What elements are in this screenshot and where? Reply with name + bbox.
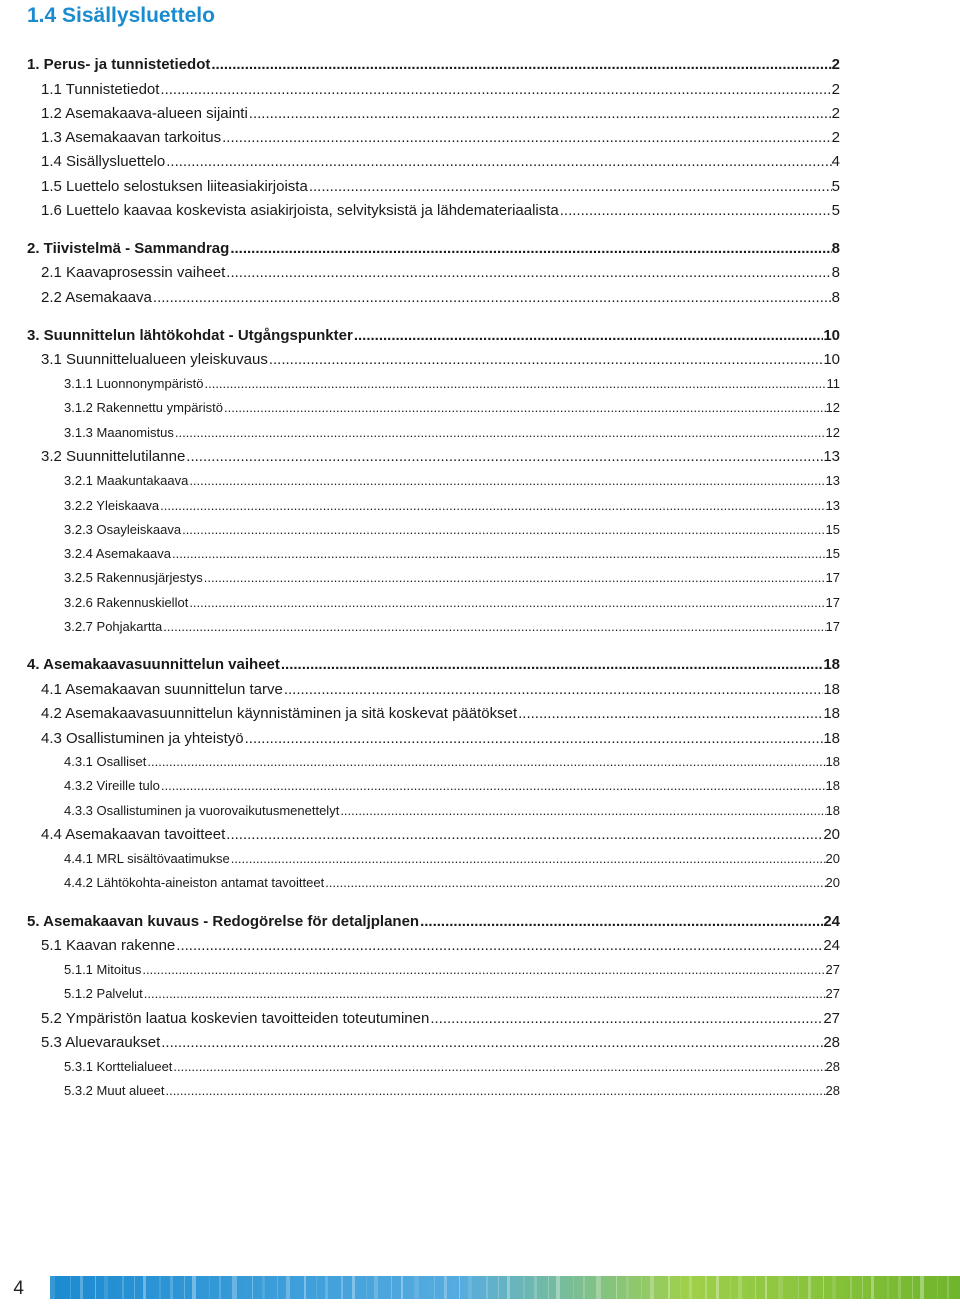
toc-leader-dots bbox=[210, 57, 831, 72]
toc-leader-dots bbox=[171, 547, 826, 560]
toc-entry-label: 1.4 Sisällysluettelo bbox=[41, 153, 166, 170]
toc-entry[interactable] bbox=[41, 1011, 840, 1026]
toc-entry-label: 1. Perus- ja tunnistetiedot bbox=[27, 56, 211, 73]
toc-entry[interactable] bbox=[64, 523, 840, 536]
footer-stripe bbox=[209, 1276, 210, 1299]
footer-stripe bbox=[680, 1276, 681, 1299]
toc-entry[interactable] bbox=[64, 779, 840, 792]
footer-stripe bbox=[832, 1276, 836, 1299]
footer-stripe bbox=[616, 1276, 617, 1299]
footer-stripe-band bbox=[50, 1276, 960, 1299]
toc-entry-page: 13 bbox=[823, 448, 840, 465]
footer-stripe bbox=[765, 1276, 767, 1299]
footer-stripe bbox=[143, 1276, 146, 1299]
toc-entry[interactable] bbox=[41, 827, 840, 842]
footer-stripe bbox=[262, 1276, 265, 1299]
toc-entry[interactable] bbox=[64, 499, 840, 512]
toc-entry-page: 8 bbox=[831, 289, 840, 306]
toc-entry-label: 3.2.6 Rakennuskiellot bbox=[64, 595, 189, 610]
footer-stripe bbox=[871, 1276, 874, 1299]
footer-stripe bbox=[286, 1276, 290, 1299]
toc-leader-dots bbox=[559, 203, 832, 218]
toc-leader-dots bbox=[152, 290, 832, 305]
footer-stripe bbox=[823, 1276, 824, 1299]
footer-stripe bbox=[937, 1276, 938, 1299]
toc-entry-label: 3.1.3 Maanomistus bbox=[64, 425, 174, 440]
toc-entry[interactable] bbox=[64, 987, 840, 1000]
footer-stripe bbox=[498, 1276, 499, 1299]
toc-leader-dots bbox=[248, 106, 832, 121]
footer-stripe bbox=[738, 1276, 742, 1299]
toc-entry-page: 20 bbox=[825, 875, 840, 890]
toc-leader-dots bbox=[188, 596, 825, 609]
toc-entry[interactable] bbox=[64, 620, 840, 633]
toc-entry-label: 4.3.1 Osalliset bbox=[64, 754, 147, 769]
toc-entry-page: 5 bbox=[831, 178, 840, 195]
toc-leader-dots bbox=[141, 963, 825, 976]
toc-entry-label: 5.1 Kaavan rakenne bbox=[41, 937, 176, 954]
toc-entry-page: 27 bbox=[825, 986, 840, 1001]
footer-stripe bbox=[705, 1276, 707, 1299]
toc-entry-label: 5.1.2 Palvelut bbox=[64, 986, 143, 1001]
toc-entry-label: 3.1 Suunnittelualueen yleiskuvaus bbox=[41, 351, 268, 368]
toc-entry[interactable] bbox=[41, 130, 840, 145]
toc-entry-label: 3.2.4 Asemakaava bbox=[64, 546, 171, 561]
footer-stripe bbox=[507, 1276, 510, 1299]
toc-entry-label: 4.1 Asemakaavan suunnittelun tarve bbox=[41, 681, 283, 698]
toc-entry[interactable] bbox=[64, 377, 840, 390]
toc-entry[interactable] bbox=[41, 265, 840, 280]
toc-entry[interactable] bbox=[41, 1035, 840, 1050]
toc-entry-label: 2.2 Asemakaava bbox=[41, 289, 152, 306]
footer-stripe bbox=[596, 1276, 601, 1299]
footer-stripe bbox=[898, 1276, 901, 1299]
toc-entry-label: 2. Tiivistelmä - Sammandrag bbox=[27, 240, 230, 257]
toc-leader-dots bbox=[517, 706, 823, 721]
footer-stripe bbox=[277, 1276, 278, 1299]
footer-stripe bbox=[947, 1276, 949, 1299]
toc-entry-page: 4 bbox=[831, 153, 840, 170]
toc-entry-page: 15 bbox=[825, 546, 840, 561]
toc-entry-page: 17 bbox=[825, 619, 840, 634]
toc-entry-label: 4.4.2 Lähtökohta-aineiston antamat tavoitteet bbox=[64, 875, 325, 890]
footer-stripe bbox=[341, 1276, 343, 1299]
footer-stripe bbox=[689, 1276, 692, 1299]
toc-entry-page: 28 bbox=[825, 1059, 840, 1074]
toc-entry-page: 20 bbox=[825, 851, 840, 866]
toc-entry[interactable] bbox=[27, 328, 840, 343]
toc-entry-label: 1.2 Asemakaava-alueen sijainti bbox=[41, 105, 248, 122]
toc-entry-label: 3.2.1 Maakuntakaava bbox=[64, 473, 189, 488]
toc-leader-dots bbox=[429, 1011, 823, 1026]
footer-stripe bbox=[755, 1276, 756, 1299]
toc-entry-page: 8 bbox=[831, 264, 840, 281]
toc-leader-dots bbox=[185, 449, 823, 464]
footer-stripe bbox=[626, 1276, 629, 1299]
toc-leader-dots bbox=[181, 523, 825, 536]
toc-entry-page: 18 bbox=[823, 681, 840, 698]
toc-entry-page: 2 bbox=[831, 105, 840, 122]
footer-stripe bbox=[548, 1276, 549, 1299]
toc-entry-page: 24 bbox=[823, 913, 840, 930]
toc-entry[interactable] bbox=[41, 106, 840, 121]
toc-leader-dots bbox=[280, 657, 823, 672]
footer-stripe bbox=[414, 1276, 419, 1299]
toc-entry-page: 27 bbox=[825, 962, 840, 977]
toc-entry-page: 18 bbox=[825, 803, 840, 818]
toc-leader-dots bbox=[159, 499, 825, 512]
footer-stripe bbox=[459, 1276, 460, 1299]
toc-entry-page: 2 bbox=[831, 56, 840, 73]
toc-leader-dots bbox=[223, 401, 826, 414]
toc-entry-label: 3.2.2 Yleiskaava bbox=[64, 498, 160, 513]
footer-stripe bbox=[352, 1276, 355, 1299]
toc-entry-label: 1.5 Luettelo selostuksen liiteasiakirjoista bbox=[41, 178, 308, 195]
footer-stripe bbox=[862, 1276, 863, 1299]
footer-stripe bbox=[434, 1276, 435, 1299]
toc-entry-page: 24 bbox=[823, 937, 840, 954]
toc-entry-label: 5.1.1 Mitoitus bbox=[64, 962, 142, 977]
toc-entry[interactable] bbox=[64, 547, 840, 560]
footer-stripe bbox=[583, 1276, 585, 1299]
toc-entry-label: 1.3 Asemakaavan tarkoitus bbox=[41, 129, 222, 146]
toc-entry-label: 5.2 Ympäristön laatua koskevien tavoitteiden toteutuminen bbox=[41, 1010, 430, 1027]
toc-entry-label: 5.3.1 Korttelialueet bbox=[64, 1059, 173, 1074]
footer-stripe bbox=[920, 1276, 924, 1299]
toc-entry-label: 5. Asemakaavan kuvaus - Redogörelse för detaljplanen bbox=[27, 913, 420, 930]
footer-stripe bbox=[192, 1276, 196, 1299]
footer-stripe bbox=[912, 1276, 913, 1299]
footer-stripe bbox=[641, 1276, 642, 1299]
toc-entry-label: 2.1 Kaavaprosessin vaiheet bbox=[41, 264, 226, 281]
toc-entry-label: 4.3.2 Vireille tulo bbox=[64, 778, 160, 793]
toc-leader-dots bbox=[353, 328, 823, 343]
toc-entry-label: 3.2.7 Pohjakartta bbox=[64, 619, 163, 634]
footer-stripe bbox=[252, 1276, 253, 1299]
toc-leader-dots bbox=[172, 1060, 825, 1073]
toc-entry-page: 13 bbox=[825, 473, 840, 488]
footer-stripe bbox=[122, 1276, 124, 1299]
toc-entry-label: 5.3 Aluevaraukset bbox=[41, 1034, 161, 1051]
toc-leader-dots bbox=[162, 620, 825, 633]
toc-entry-page: 15 bbox=[825, 522, 840, 537]
toc-entry-page: 8 bbox=[831, 240, 840, 257]
toc-leader-dots bbox=[164, 1084, 825, 1097]
footer-stripe bbox=[850, 1276, 852, 1299]
toc-leader-dots bbox=[419, 914, 823, 929]
toc-entry[interactable] bbox=[41, 179, 840, 194]
toc-leader-dots bbox=[165, 154, 831, 169]
footer-stripe bbox=[219, 1276, 221, 1299]
toc-entry-page: 11 bbox=[826, 376, 840, 391]
toc-entry-label: 4.4.1 MRL sisältövaatimukse bbox=[64, 851, 230, 866]
toc-leader-dots bbox=[268, 352, 823, 367]
toc-leader-dots bbox=[225, 265, 831, 280]
toc-entry-label: 3.1.2 Rakennettu ympäristö bbox=[64, 400, 223, 415]
toc-entry-label: 3.1.1 Luonnonympäristö bbox=[64, 376, 204, 391]
footer-stripe bbox=[184, 1276, 185, 1299]
toc-leader-dots bbox=[160, 1035, 823, 1050]
page-heading: 1.4 Sisällysluettelo bbox=[27, 4, 215, 27]
toc-entry[interactable] bbox=[27, 241, 840, 256]
toc-entry[interactable] bbox=[64, 963, 840, 976]
footer-stripe bbox=[304, 1276, 306, 1299]
toc-entry[interactable] bbox=[64, 852, 840, 865]
toc-leader-dots bbox=[244, 731, 824, 746]
footer-stripe bbox=[325, 1276, 328, 1299]
toc-entry-page: 2 bbox=[831, 129, 840, 146]
toc-entry-page: 18 bbox=[825, 754, 840, 769]
footer-stripe bbox=[486, 1276, 488, 1299]
footer-stripe bbox=[468, 1276, 472, 1299]
toc-entry[interactable] bbox=[64, 596, 840, 609]
toc-entry-page: 2 bbox=[831, 81, 840, 98]
toc-entry-label: 3.2.5 Rakennusjärjestys bbox=[64, 570, 203, 585]
toc-entry[interactable] bbox=[41, 682, 840, 697]
toc-leader-dots bbox=[203, 377, 826, 390]
toc-leader-dots bbox=[230, 852, 826, 865]
footer-stripe bbox=[70, 1276, 71, 1299]
footer-stripe bbox=[134, 1276, 135, 1299]
toc-entry-page: 10 bbox=[823, 327, 840, 344]
toc-entry-label: 4.2 Asemakaavasuunnittelun käynnistäminen ja sitä koskevat päätökset bbox=[41, 705, 518, 722]
toc-leader-dots bbox=[229, 241, 831, 256]
toc-entry-label: 1.1 Tunnistetiedot bbox=[41, 81, 160, 98]
toc-entry[interactable] bbox=[64, 876, 840, 889]
toc-leader-dots bbox=[174, 426, 826, 439]
toc-entry-label: 4.4 Asemakaavan tavoitteet bbox=[41, 826, 226, 843]
footer-stripe bbox=[523, 1276, 525, 1299]
toc-entry-page: 18 bbox=[823, 730, 840, 747]
footer-stripe bbox=[366, 1276, 367, 1299]
toc-entry[interactable] bbox=[41, 706, 840, 721]
footer-stripe bbox=[798, 1276, 799, 1299]
toc-entry-label: 1.6 Luettelo kaavaa koskevista asiakirjoista, selvityksistä ja lähdemateriaalista bbox=[41, 202, 559, 219]
toc-entry[interactable] bbox=[27, 914, 840, 929]
toc-entry[interactable] bbox=[64, 1060, 840, 1073]
toc-entry-page: 12 bbox=[825, 400, 840, 415]
toc-entry-page: 13 bbox=[825, 498, 840, 513]
toc-entry[interactable] bbox=[41, 449, 840, 464]
toc-entry[interactable] bbox=[41, 352, 840, 367]
footer-stripe bbox=[444, 1276, 447, 1299]
page-number: 4 bbox=[13, 1278, 24, 1299]
toc-entry[interactable] bbox=[64, 804, 840, 817]
footer-stripe bbox=[159, 1276, 161, 1299]
toc-entry[interactable] bbox=[41, 203, 840, 218]
footer-stripe bbox=[730, 1276, 731, 1299]
footer-stripe bbox=[104, 1276, 108, 1299]
toc-leader-dots bbox=[143, 987, 826, 1000]
footer-stripe bbox=[95, 1276, 96, 1299]
toc-entry-label: 3. Suunnittelun lähtökohdat - Utgångspunkter bbox=[27, 327, 353, 344]
toc-entry-page: 18 bbox=[823, 705, 840, 722]
footer-stripe bbox=[556, 1276, 560, 1299]
footer-stripe bbox=[316, 1276, 317, 1299]
toc-entry-label: 4. Asemakaavasuunnittelun vaiheet bbox=[27, 656, 280, 673]
footer-stripe bbox=[668, 1276, 670, 1299]
toc-entry[interactable] bbox=[41, 938, 840, 953]
toc-entry[interactable] bbox=[64, 426, 840, 439]
toc-leader-dots bbox=[203, 571, 826, 584]
toc-entry-label: 3.2.3 Osayleiskaava bbox=[64, 522, 182, 537]
toc-entry[interactable] bbox=[64, 401, 840, 414]
toc-entry-label: 5.3.2 Muut alueet bbox=[64, 1083, 165, 1098]
toc-leader-dots bbox=[221, 130, 832, 145]
toc-entry-page: 10 bbox=[823, 351, 840, 368]
toc-entry-page: 18 bbox=[825, 778, 840, 793]
toc-leader-dots bbox=[225, 827, 823, 842]
footer-stripe bbox=[778, 1276, 783, 1299]
toc-entry-page: 27 bbox=[823, 1010, 840, 1027]
toc-leader-dots bbox=[146, 755, 825, 768]
toc-entry[interactable] bbox=[41, 731, 840, 746]
toc-entry-label: 4.3.3 Osallistuminen ja vuorovaikutusmenettelyt bbox=[64, 803, 340, 818]
footer-stripe bbox=[401, 1276, 403, 1299]
toc-entry-page: 20 bbox=[823, 826, 840, 843]
footer-stripe bbox=[232, 1276, 237, 1299]
toc-leader-dots bbox=[308, 179, 832, 194]
toc-entry-page: 28 bbox=[825, 1083, 840, 1098]
toc-entry-label: 4.3 Osallistuminen ja yhteistyö bbox=[41, 730, 244, 747]
footer-stripe bbox=[716, 1276, 719, 1299]
footer-stripe bbox=[650, 1276, 654, 1299]
footer-stripe bbox=[887, 1276, 889, 1299]
footer-stripe bbox=[391, 1276, 392, 1299]
toc-leader-dots bbox=[160, 779, 826, 792]
toc-entry-page: 12 bbox=[825, 425, 840, 440]
toc-entry-page: 5 bbox=[831, 202, 840, 219]
toc-leader-dots bbox=[175, 938, 823, 953]
toc-entry[interactable] bbox=[41, 290, 840, 305]
toc-entry[interactable] bbox=[41, 154, 840, 169]
footer-stripe bbox=[573, 1276, 574, 1299]
toc-entry[interactable] bbox=[27, 57, 840, 72]
footer-stripe bbox=[50, 1276, 55, 1299]
toc-entry[interactable] bbox=[64, 474, 840, 487]
toc-entry[interactable] bbox=[64, 571, 840, 584]
toc-entry-page: 28 bbox=[823, 1034, 840, 1051]
toc-entry-page: 17 bbox=[825, 595, 840, 610]
toc-leader-dots bbox=[339, 804, 825, 817]
toc-entry[interactable] bbox=[64, 1084, 840, 1097]
footer-stripe bbox=[80, 1276, 83, 1299]
footer-stripe bbox=[170, 1276, 173, 1299]
footer-stripe bbox=[808, 1276, 811, 1299]
footer-stripe bbox=[374, 1276, 378, 1299]
toc-entry-label: 3.2 Suunnittelutilanne bbox=[41, 448, 186, 465]
toc-entry[interactable] bbox=[27, 657, 840, 672]
footer-stripe bbox=[534, 1276, 537, 1299]
toc-entry[interactable] bbox=[64, 755, 840, 768]
toc-entry[interactable] bbox=[41, 82, 840, 97]
toc-leader-dots bbox=[159, 82, 831, 97]
toc-entry-page: 18 bbox=[823, 656, 840, 673]
toc-leader-dots bbox=[188, 474, 825, 487]
toc-leader-dots bbox=[324, 876, 825, 889]
toc-entry-page: 17 bbox=[825, 570, 840, 585]
toc-leader-dots bbox=[283, 682, 823, 697]
